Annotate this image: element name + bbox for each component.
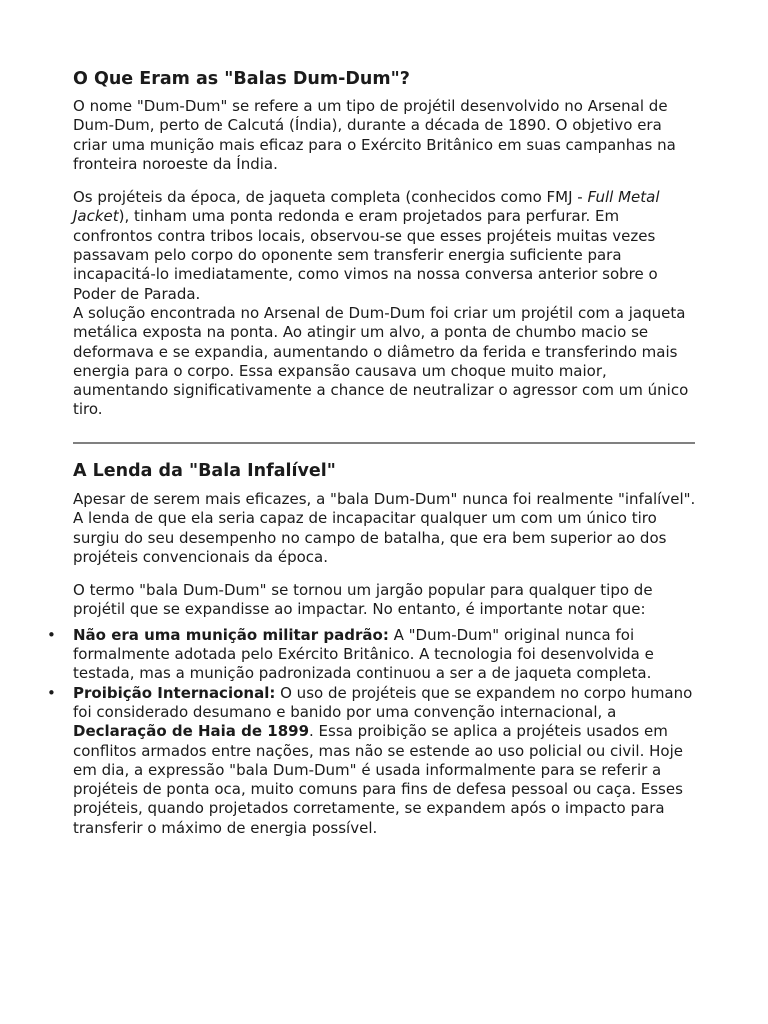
paragraph-text: ), tinham uma ponta redonda e eram projetados para perfurar. Em confrontos contra tribos locais, observou-se que esses projéteis muitas vezes passavam pelo corpo do oponente sem transferir energia suficiente para incapacitá-lo imediatamente, como vimos na nossa conversa anterior sobre o Poder de Parada. [73, 207, 658, 303]
bullet-marker: • [47, 683, 56, 702]
list-item-heading: Não era uma munição militar padrão: [73, 625, 389, 644]
list-item [47, 683, 698, 838]
paragraph-text: Os projéteis da época, de jaqueta completa (conhecidos como FMJ - [73, 188, 588, 207]
section-title: A Lenda da "Bala Infalível" [73, 461, 336, 481]
list-item-text: . Essa proibição se aplica a projéteis usados em conflitos armados entre nações, mas não se estende ao uso policial ou civil. Hoje em dia, a expressão "bala Dum-Dum" é usada informalmente para se referir a projéteis de ponta oca, muito comuns para fins de defesa pessoal ou caça. Esses projéteis, quando projetados corretamente, se expandem após o impacto para transferir o máximo de energia possível. [73, 722, 683, 837]
section-what-were [73, 68, 698, 420]
bullet-marker: • [47, 625, 56, 644]
bold-term: Declaração de Haia de 1899 [73, 722, 310, 741]
horizontal-divider [73, 442, 695, 444]
paragraph: Apesar de serem mais eficazes, a "bala Dum-Dum" nunca foi realmente "infalível". A lenda de que ela seria capaz de incapacitar qualquer um com um único tiro surgiu do seu desempenho no campo de batalha, que era bem superior ao dos projéteis convencionais da época. [73, 490, 696, 566]
list-item [47, 625, 698, 684]
paragraph: O termo "bala Dum-Dum" se tornou um jargão popular para qualquer tipo de projétil que se expandisse ao impactar. No entanto, é importante notar que: [73, 581, 653, 619]
section-legend [47, 460, 698, 838]
paragraph [73, 188, 698, 304]
section-title: O Que Eram as "Balas Dum-Dum"? [73, 69, 410, 89]
list-item-text: A "Dum-Dum" original nunca foi formalmente adotada pelo Exército Britânico. A tecnologia foi desenvolvida e testada, mas a munição padronizada continuou a ser a de jaqueta completa. [73, 625, 654, 683]
paragraph: O nome "Dum-Dum" se refere a um tipo de projétil desenvolvido no Arsenal de Dum-Dum, perto de Calcutá (Índia), durante a década de 1890. O objetivo era criar uma munição mais eficaz para o Exército Britânico em suas campanhas na fronteira noroeste da Índia. [73, 97, 676, 173]
bullet-list [47, 625, 698, 838]
list-item-text: O uso de projéteis que se expandem no corpo humano foi considerado desumano e banido por uma convenção internacional, a [73, 683, 693, 721]
list-item-heading: Proibição Internacional: [73, 683, 276, 702]
paragraph: A solução encontrada no Arsenal de Dum-Dum foi criar um projétil com a jaqueta metálica exposta na ponta. Ao atingir um alvo, a ponta de chumbo macio se deformava e se expandia, aumentando o diâmetro da ferida e transferindo mais energia para o corpo. Essa expansão causava um choque muito maior, aumentando significativamente a chance de neutralizar o agressor com um único tiro. [73, 303, 689, 419]
italic-term: Full Metal Jacket [73, 188, 660, 226]
